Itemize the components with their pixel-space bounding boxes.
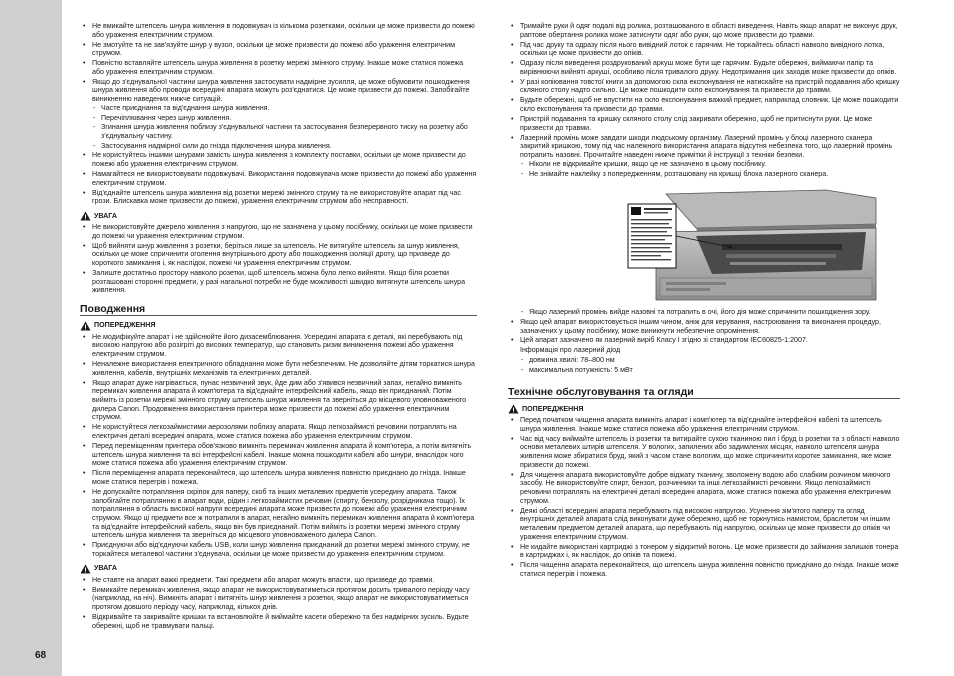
caution-label: УВАГА bbox=[94, 564, 118, 573]
caution-triangle-icon bbox=[80, 564, 91, 574]
list-item: • Не користуйтесь іншими шнурами замість шнура живлення з комплекту поставки, оскільки це може призвести до пожежі або ураження електричним струмом. bbox=[80, 151, 477, 168]
caution-label: УВАГА bbox=[94, 211, 118, 220]
sub-item: - Часте приєднання та від'єднання шнура живлення. bbox=[92, 104, 477, 113]
sub-item: - Не знімайте наклейку з попередженням, розташовану на кришці блока лазерного сканера. bbox=[520, 170, 900, 179]
list-item: • Не кидайте використані картриджі з тонером у відкритий вогонь. Це може призвести до займання залишків тонера в картриджах і, як наслідок, до опіків та пожежі. bbox=[508, 543, 900, 560]
caution-header bbox=[80, 564, 477, 574]
page-number: 68 bbox=[35, 650, 47, 661]
right-column bbox=[508, 22, 900, 580]
warning-label: ПОПЕРЕДЖЕННЯ bbox=[94, 321, 156, 330]
page-side-band bbox=[0, 0, 62, 676]
list-item: • Після переміщення апарата переконайтеся, що штепсель шнура живлення повністю приєднано до гнізда. Інакше може статися перегрів і пожежа. bbox=[80, 469, 477, 486]
list-item: • Час від часу виймайте штепсель із розетки та витирайте сухою тканиною пил і бруд із розетки та з області навколо основи металевих штирів штепселя. У вологих, запилених або задимлених місцях, навколо штепселя шнура живлення може збиратися бруд, який з часом стане вологим, що може спричинити коротке замикання, яке може призвести до пожежі. bbox=[508, 435, 900, 470]
list-item: • Цей апарат зазначено як лазерний виріб Класу І згідно зі стандартом IEC60825-1:2007. bbox=[508, 336, 900, 345]
list-item: • Щоб вийняти шнур живлення з розетки, беріться лише за штепсель. Не витягуйте штепсель за шнур живлення, оскільки це може спричинити оголення внутрішнього дроту або пошкодження ізоляції дроту, що призведе до короткого замикання і, як наслідок, пожежі чи ураження електричним струмом. bbox=[80, 242, 477, 268]
sub-item: - Застосування надмірної сили до гнізда підключення шнура живлення. bbox=[92, 142, 477, 151]
list-item: • Під час друку та одразу після нього вивідний лоток є гарячим. Не торкайтесь області навколо вивідного лотка, оскільки це може призвести до опіків. bbox=[508, 41, 900, 58]
caution-header bbox=[80, 211, 477, 221]
list-item: • Приєднуючи або від'єднуючи кабель USB, коли шнур живлення приєднаний до розетки мережі змінного струму, не торкайтеся металевої частини з'єднувача, оскільки це може призвести до ураження електричним струмом. bbox=[80, 541, 477, 558]
list-item: • Не вмикайте штепсель шнура живлення в подовжувач із кількома розетками, оскільки це може призвести до пожежі або ураження електричним струмом. bbox=[80, 22, 477, 39]
list-item: • Якщо апарат дуже нагрівається, пунас незвичний звук, йде дим або з'явився незвичний запах, негайно вимкніть перемикач живлення апарата й комп'ютера та від'єднайте інтерфейсний кабель, якщо він приєднаний. Потім вийміть із розетки мережі змінного струму штепсель шнура живлення та зверніться до місцевого уповноваженого дилера Canon. Продовження використання принтера може призвести до пожежі або ураження електричним струмом. bbox=[80, 379, 477, 423]
printer-illustration bbox=[626, 184, 880, 302]
list-item: • Відкривайте та закривайте кришки та встановлюйте й виймайте касети обережно та без надмірних зусиль. Будьте обережні, щоб не травмувати пальці. bbox=[80, 613, 477, 630]
list-item: • Тримайте руки й одяг подалі від ролика, розташованого в області виведення. Навіть якщо апарат не виконує друк, раптове обертання ролика може затиснути одяг або руки, що може призвести до травми. bbox=[508, 22, 900, 39]
maintenance-list bbox=[508, 416, 900, 579]
list-item: • Для чищення апарата використовуйте добре віджату тканину, зволожену водою або слабким розчином миючого засобу. Не використовуйте спирт, бензол, розчинники та інші легкозаймисті речовини. Якщо легкозаймисті речовини потраплять на електричні деталі всередині апарата, може статися пожежа або ураження електричним струмом. bbox=[508, 471, 900, 506]
section-heading-handling: Поводження bbox=[80, 305, 477, 316]
laser-notes bbox=[520, 160, 900, 178]
power-cord-list bbox=[80, 22, 477, 206]
list-item: • Пристрій подавання та кришку скляного столу слід закривати обережно, щоб не притиснути руки. Це може призвести до травми. bbox=[508, 115, 900, 132]
list-item bbox=[508, 134, 900, 179]
laser-notes-cont bbox=[520, 308, 900, 317]
sub-item: - Згинання шнура живлення поблизу з'єднувальної частини та застосування безперервного тиску на розетку або з'єднувальну частину. bbox=[92, 123, 477, 140]
list-item: • Одразу після виведення роздрукований аркуш може бути ще гарячим. Будьте обережні, виймаючи папір та вирівнюючи вийняті аркуші, особливо після тривалого друку. Недотримання цих заходів може призвести до опіків. bbox=[508, 59, 900, 76]
list-item-text: Якщо до з'єднувальної частини шнура живлення застосувати надмірне зусилля, це може обумовити пошкодження шнура живлення або проводи всередині апарата можуть роз'єднатися. Це може призвести до пожежі. Запобігайте виникненню наведених нижче ситуацій. bbox=[92, 77, 470, 104]
warning-triangle-icon bbox=[508, 404, 519, 414]
list-item: • Від'єднайте штепсель шнура живлення від розетки мережі змінного струму та не використовуйте апарат під час грози. Блискавка може призвести до пожежі, ураження електричним струмом або несправності. bbox=[80, 189, 477, 206]
warning-list bbox=[80, 333, 477, 559]
list-item: • Перед переміщенням принтера обов'язково вимкніть перемикач живлення апарата й комп'ютера, а потім витягніть штепсель шнура живлення та всі інтерфейсні кабелі. Інакше можна пошкодити кабелі або шнури, внаслідок чого може статися пожежа або ураження електричним струмом. bbox=[80, 442, 477, 468]
list-item: • Деякі області всередині апарата перебувають під високою напругою. Усунення зім'ятого паперу та огляд внутрішніх деталей апарата слід виконувати дуже обережно, щоб не торкнутись намистом, браслетом чи іншим металевим предметом деталей апарата, що перебувають під напругою, оскільки це може призвести до опіків чи ураження електричним струмом. bbox=[508, 507, 900, 542]
list-item: • Якщо цей апарат використовується іншим чином, аніж для керування, настроювання та виконання процедур, зазначених у цьому посібнику, може виникнути небезпечне опромінення. bbox=[508, 318, 900, 335]
warning-triangle-icon bbox=[80, 321, 91, 331]
sub-item: - максимальна потужність: 5 мВт bbox=[520, 366, 900, 375]
sub-item: - Ніколи не відкривайте кришки, якщо це не зазначено в цьому посібнику. bbox=[520, 160, 900, 169]
handling-list-cont bbox=[508, 22, 900, 178]
list-item: • Будьте обережні, щоб не впустити на скло експонування важкий предмет, наприклад словник. Це може пошкодити скло експонування та призвести до травми. bbox=[508, 96, 900, 113]
left-column bbox=[80, 22, 477, 631]
situations-list bbox=[92, 104, 477, 150]
laser-info-list bbox=[520, 356, 900, 374]
warning-header bbox=[508, 404, 900, 414]
list-item: • Не використовуйте джерело живлення з напругою, що не зазначена у цьому посібнику, оскільки це може призвести до пожежі чи ураження електричним струмом. bbox=[80, 223, 477, 240]
sub-item: - довжина хвилі: 78–800 нм bbox=[520, 356, 900, 365]
caution-triangle-icon bbox=[80, 211, 91, 221]
caution-list bbox=[80, 576, 477, 631]
laser-info-heading: Інформація про лазерний діод bbox=[520, 346, 621, 355]
sub-item: - Якщо лазерний промінь вийде назовні та потрапить в очі, його дія може спричинити пошкодження зору. bbox=[520, 308, 900, 317]
section-heading-maintenance: Технічне обслуговування та огляди bbox=[508, 388, 900, 399]
list-item: • Після чищення апарата переконайтеся, що штепсель шнура живлення повністю приєднано до гнізда. Інакше може статися перегрів і пожежа. bbox=[508, 561, 900, 578]
list-item: • Неналежне використання електричного обладнання може бути небезпечним. Не дозволяйте дітям торкатися шнура живлення, кабелів, внутрішніх механізмів та електричних деталей. bbox=[80, 360, 477, 377]
list-item: • Намагайтеся не використовувати подовжувачі. Використання подовжувача може призвести до пожежі або ураження електричним струмом. bbox=[80, 170, 477, 187]
list-item: • Не користуйтеся легкозаймистими аерозолями поблизу апарата. Якщо легкозаймисті речовини потраплять на електричні деталі всередині апарата, може статися пожежа або ураження електричним струмом. bbox=[80, 423, 477, 440]
list-item: • У разі копіювання товстої книги за допомогою скла експонування не натискайте на пристрій подавання або кришку скляного столу надто сильно. Це може пошкодити скло експонування та призвести до травми. bbox=[508, 78, 900, 95]
list-item: • Залиште достатньо простору навколо розетки, щоб штепсель можна було легко вийняти. Якщо біля розетки розташовані сторонні предмети, у разі нагальної потреби не буде можливості швидко витягнути штепсель шнура живлення. bbox=[80, 269, 477, 295]
laser-scanner-label-image bbox=[626, 184, 880, 302]
list-item bbox=[80, 78, 477, 151]
warning-header bbox=[80, 321, 477, 331]
list-item: • Не модифікуйте апарат і не здійснюйте його дизасемблювання. Усередині апарата є деталі, які перебувають під високою напругою або розігріті до високих температур, що становить ризик виникнення пожежі або ураження електричним струмом. bbox=[80, 333, 477, 359]
list-item: • Не ставте на апарат важкі предмети. Такі предмети або апарат можуть впасти, що призведе до травми. bbox=[80, 576, 477, 585]
list-item: • Не допускайте потрапляння скріпок для паперу, скоб та інших металевих предметів усередину апарата. Також запобігайте потраплянню в апарат води, рідин і легкозаймистих речовин (спирту, бензолу, розрідникача тощо). Їх потрапляння в область високої напруги всередині апарата може призвести до пожежі або ураження електричним струмом. Якщо ці предмети все ж потрапили в апарат, негайно вимкніть перемикач живлення апарата й комп'ютера та від'єднайте інтерфейсний кабель, якщо він був приєднаний. Потім вийміть із розетки мережі змінного струму штепсель шнура живлення та зверніться до місцевого уповноваженого дилера Canon. bbox=[80, 488, 477, 540]
list-item: • Повністю вставляйте штепсель шнура живлення в розетку мережі змінного струму. Інакше може статися пожежа або ураження електричним струмом. bbox=[80, 59, 477, 76]
caution-list bbox=[80, 223, 477, 295]
list-item-text: Лазерний промінь може завдати шкоди людському організму. Лазерний промінь у блоці лазерного сканера закритий кришкою, тому під час належного використання апарата відсутня небезпека того, що лазерний промінь потрапить назовні. Прочитайте наведені нижче примітки й інструкції з техніки безпеки. bbox=[520, 133, 893, 159]
warning-label: ПОПЕРЕДЖЕННЯ bbox=[522, 404, 584, 413]
list-item: • Вимикайте перемикач живлення, якщо апарат не використовуватиметься протягом досить тривалого періоду часу (наприклад, на ніч). Вимкніть апарат і витягніть шнур живлення з розетки, якщо апарат не використовуватиметься протягом довшого періоду часу, наприклад, кількох днів. bbox=[80, 586, 477, 612]
list-item: • Не змотуйте та не зав'язуйте шнур у вузол, оскільки це може призвести до пожежі або ураження електричним струмом. bbox=[80, 41, 477, 58]
laser-list bbox=[508, 318, 900, 345]
list-item: • Перед початком чищення апарата вимкніть апарат і комп'ютер та від'єднайте інтерфейсні кабелі та штепсель шнура живлення. Інакше може статися пожежа або ураження електричним струмом. bbox=[508, 416, 900, 433]
sub-item: - Перечіплювання через шнур живлення. bbox=[92, 114, 477, 123]
